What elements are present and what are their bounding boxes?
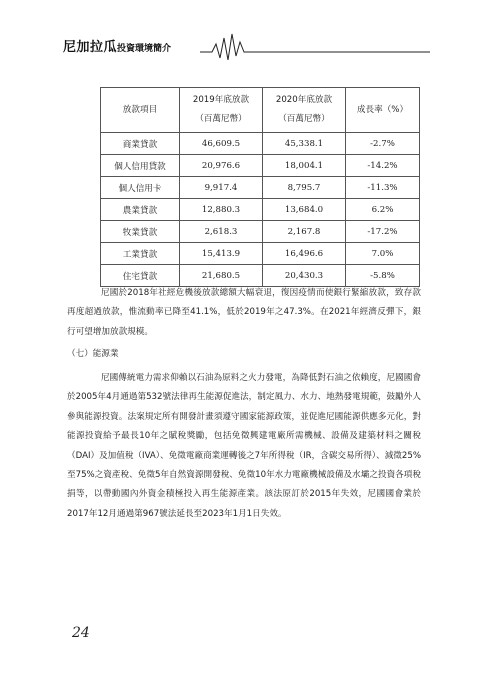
cell-2020: 45,338.1 [263, 133, 346, 155]
cell-growth: -2.7% [346, 133, 420, 155]
cell-2020: 2,167.8 [263, 221, 346, 243]
cell-growth: 7.0% [346, 243, 420, 265]
loan-table [100, 87, 420, 287]
cell-growth: -17.2% [346, 221, 420, 243]
cell-item: 工業貸款 [101, 243, 180, 265]
cell-item: 農業貸款 [101, 199, 180, 221]
cell-2019: 20,976.6 [180, 155, 263, 177]
cell-growth: -5.8% [346, 265, 420, 287]
cell-2020: 20,430.3 [263, 265, 346, 287]
cell-item: 個人信用卡 [101, 177, 180, 199]
paragraph-lending: 尼國於2018年社經危機後放款總額大幅衰退，復因疫情而使銀行緊縮放款，致存款再度超過放款，惟流動率已降至41.1%，低於2019年之47.3%。在2021年經濟反彈下，銀行可望增加放款規模。 [67, 288, 421, 337]
cell-growth: -11.3% [346, 177, 420, 199]
cell-2019: 21,680.5 [180, 265, 263, 287]
col-header-2019 [180, 88, 263, 133]
cell-2019: 12,880.3 [180, 199, 263, 221]
cell-growth: 6.2% [346, 199, 420, 221]
cell-growth: -14.2% [346, 155, 420, 177]
col-header-2019-line1: 2019年底放款 [192, 95, 250, 105]
col-header-2019-line2: （百萬尼幣） [195, 114, 247, 124]
cell-2020: 13,684.0 [263, 199, 346, 221]
paragraph-energy: 尼國傳統電力需求仰賴以石油為原料之火力發電，為降低對石油之依賴度，尼國國會於2005年4月通過第532號法律再生能源促進法，制定風力、水力、地熱發電規範，鼓勵外人參與能源投資。法案規定所有開發計畫須遵守國家能源政策，並促進尼國能源供應多元化，對能源投資給予最長10年之賦稅獎勵，包括免徵興建電廠所需機械、設備及建築材料之關稅（DAI）及加值稅（IVA）、免徵電廠商業運轉後之7年所得稅（IR，含碳交易所得）、減徵25%至75%之資產稅、免徵5年自然資源開發稅、免徵10年水力電廠機械設備及水壩之投資各項稅捐等，以帶動國內外資金積極投入再生能源產業。該法原訂於2015年失效，尼國國會業於2017年12月通過第967號法延長至2023年1月1日失效。 [67, 373, 421, 519]
cell-item: 住宅貸款 [101, 265, 180, 287]
cell-2020: 18,004.1 [263, 155, 346, 177]
cell-item: 個人信用貸款 [101, 155, 180, 177]
table-row [101, 177, 420, 199]
cell-2020: 8,795.7 [263, 177, 346, 199]
table-row [101, 199, 420, 221]
col-header-item: 放款項目 [101, 88, 180, 133]
cell-2020: 16,496.6 [263, 243, 346, 265]
col-header-2020-line1: 2020年底放款 [275, 95, 333, 105]
header-title-main: 尼加拉瓜 [63, 40, 118, 55]
cell-2019: 2,618.3 [180, 221, 263, 243]
table-row [101, 221, 420, 243]
cell-item: 牧業貸款 [101, 221, 180, 243]
cell-2019: 15,413.9 [180, 243, 263, 265]
col-header-2020-line2: （百萬尼幣） [278, 114, 330, 124]
col-header-growth: 成長率（%） [346, 88, 420, 133]
header-title-sub: 投資環境簡介 [117, 44, 172, 54]
header-wave-line [200, 30, 430, 60]
table-header-row [101, 88, 420, 133]
table-row [101, 133, 420, 155]
header-title [63, 36, 171, 55]
cell-2019: 9,917.4 [180, 177, 263, 199]
page-number: 24 [72, 625, 90, 641]
cell-item: 商業貸款 [101, 133, 180, 155]
cell-2019: 46,609.5 [180, 133, 263, 155]
col-header-2020 [263, 88, 346, 133]
table-row [101, 243, 420, 265]
table-row [101, 155, 420, 177]
section-heading-energy: （七）能源業 [67, 349, 119, 359]
